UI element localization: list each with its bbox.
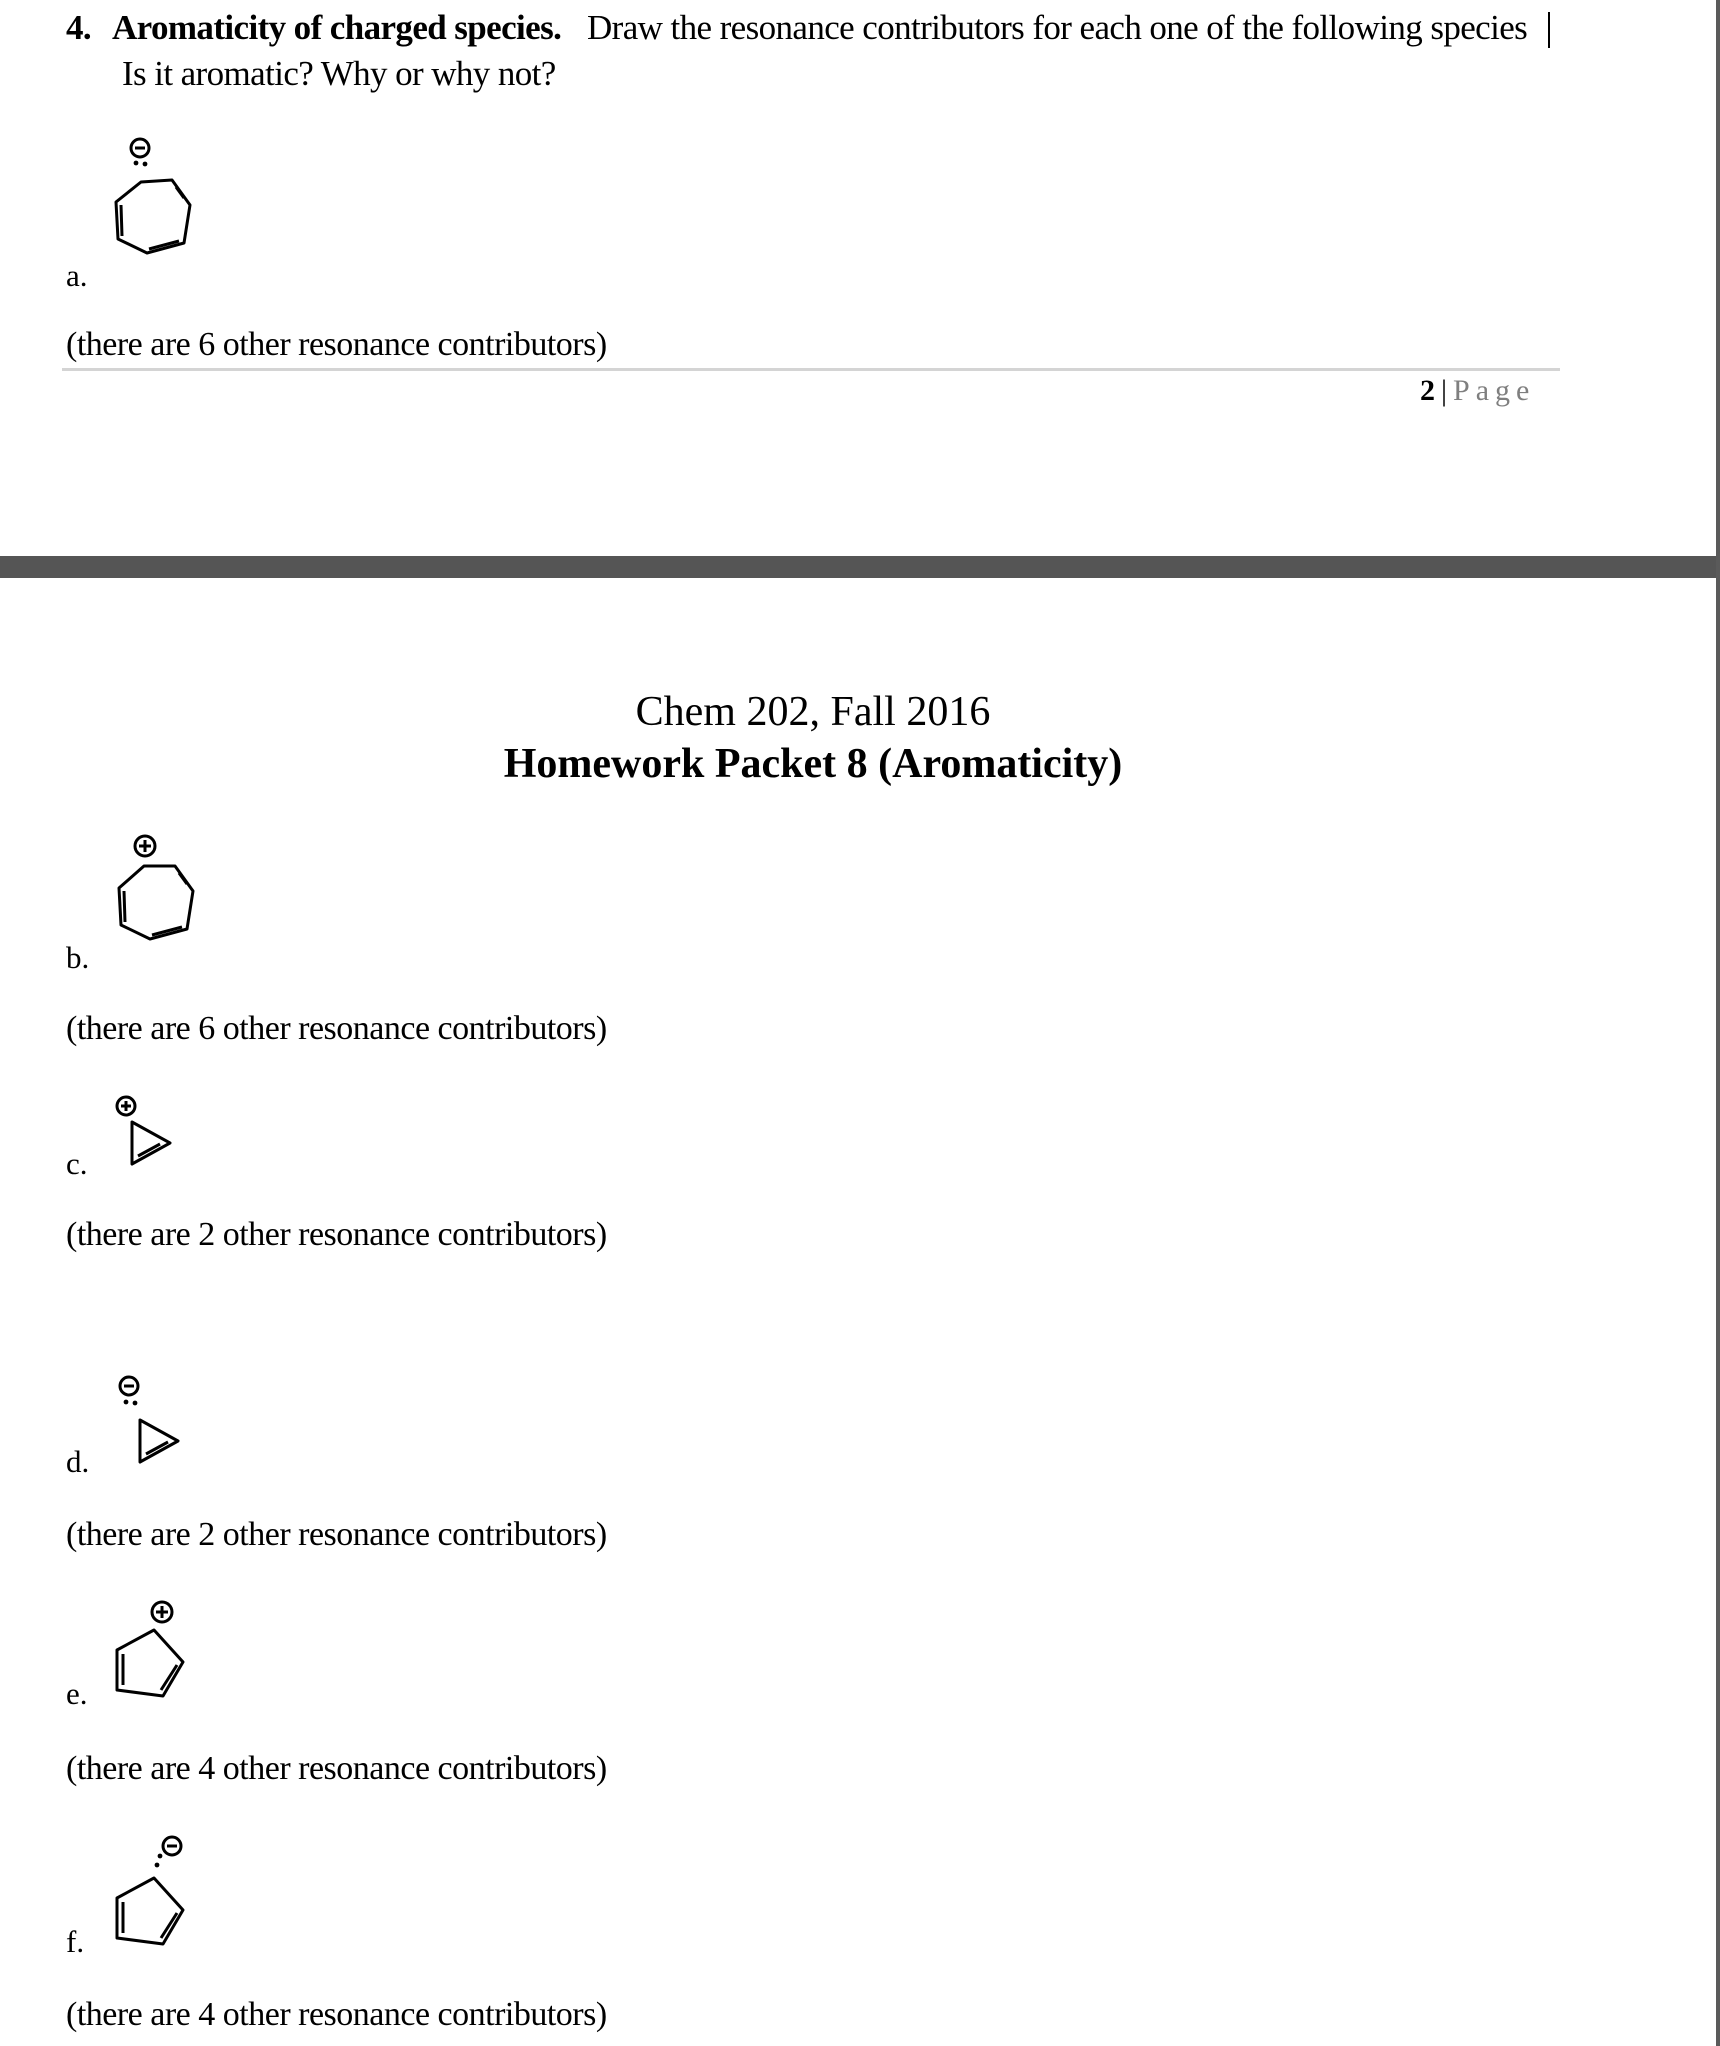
text-cursor bbox=[1548, 12, 1550, 48]
page-number-separator: | bbox=[1441, 374, 1448, 407]
part-f-label: f. bbox=[66, 1924, 85, 1959]
packet-title: Homework Packet 8 (Aromaticity) bbox=[503, 741, 1123, 787]
part-b-note: (there are 6 other resonance contributors) bbox=[66, 1010, 607, 1047]
part-d-note: (there are 2 other resonance contributors) bbox=[66, 1516, 607, 1553]
part-a-note: (there are 6 other resonance contributors) bbox=[66, 326, 607, 363]
part-e-label: e. bbox=[66, 1676, 88, 1711]
page-right-edge bbox=[1716, 0, 1720, 2046]
part-c-label: c. bbox=[66, 1146, 88, 1181]
cyclopentadienyl-anion-structure bbox=[100, 1826, 210, 1956]
cyclopropenyl-anion-structure bbox=[112, 1368, 192, 1468]
part-e-note: (there are 4 other resonance contributors) bbox=[66, 1750, 607, 1787]
course-title: Chem 202, Fall 2016 bbox=[635, 689, 991, 735]
part-c-note: (there are 2 other resonance contributors) bbox=[66, 1216, 607, 1253]
page-separator bbox=[0, 556, 1720, 578]
part-a-label: a. bbox=[66, 258, 88, 293]
page-number bbox=[1420, 374, 1535, 408]
part-f-note: (there are 4 other resonance contributors) bbox=[66, 1996, 607, 2033]
question-title: Aromaticity of charged species. bbox=[112, 8, 562, 47]
cycloheptatrienyl-anion-structure bbox=[100, 128, 230, 288]
question-number: 4. bbox=[66, 8, 92, 47]
page-number-value: 2 bbox=[1420, 374, 1435, 407]
question-instruction[interactable]: Draw the resonance contributors for each one of the following species bbox=[587, 8, 1528, 47]
cycloheptatrienyl-cation-structure bbox=[100, 826, 230, 976]
cyclopropenyl-cation-structure bbox=[106, 1090, 186, 1170]
page-word: Page bbox=[1453, 374, 1536, 407]
part-b-label: b. bbox=[66, 940, 90, 975]
page-3 bbox=[0, 578, 1716, 2046]
footer-rule bbox=[62, 368, 1560, 371]
part-d-label: d. bbox=[66, 1444, 90, 1479]
cyclopentadienyl-cation-structure bbox=[100, 1592, 210, 1712]
question-prompt: Is it aromatic? Why or why not? bbox=[122, 54, 556, 93]
